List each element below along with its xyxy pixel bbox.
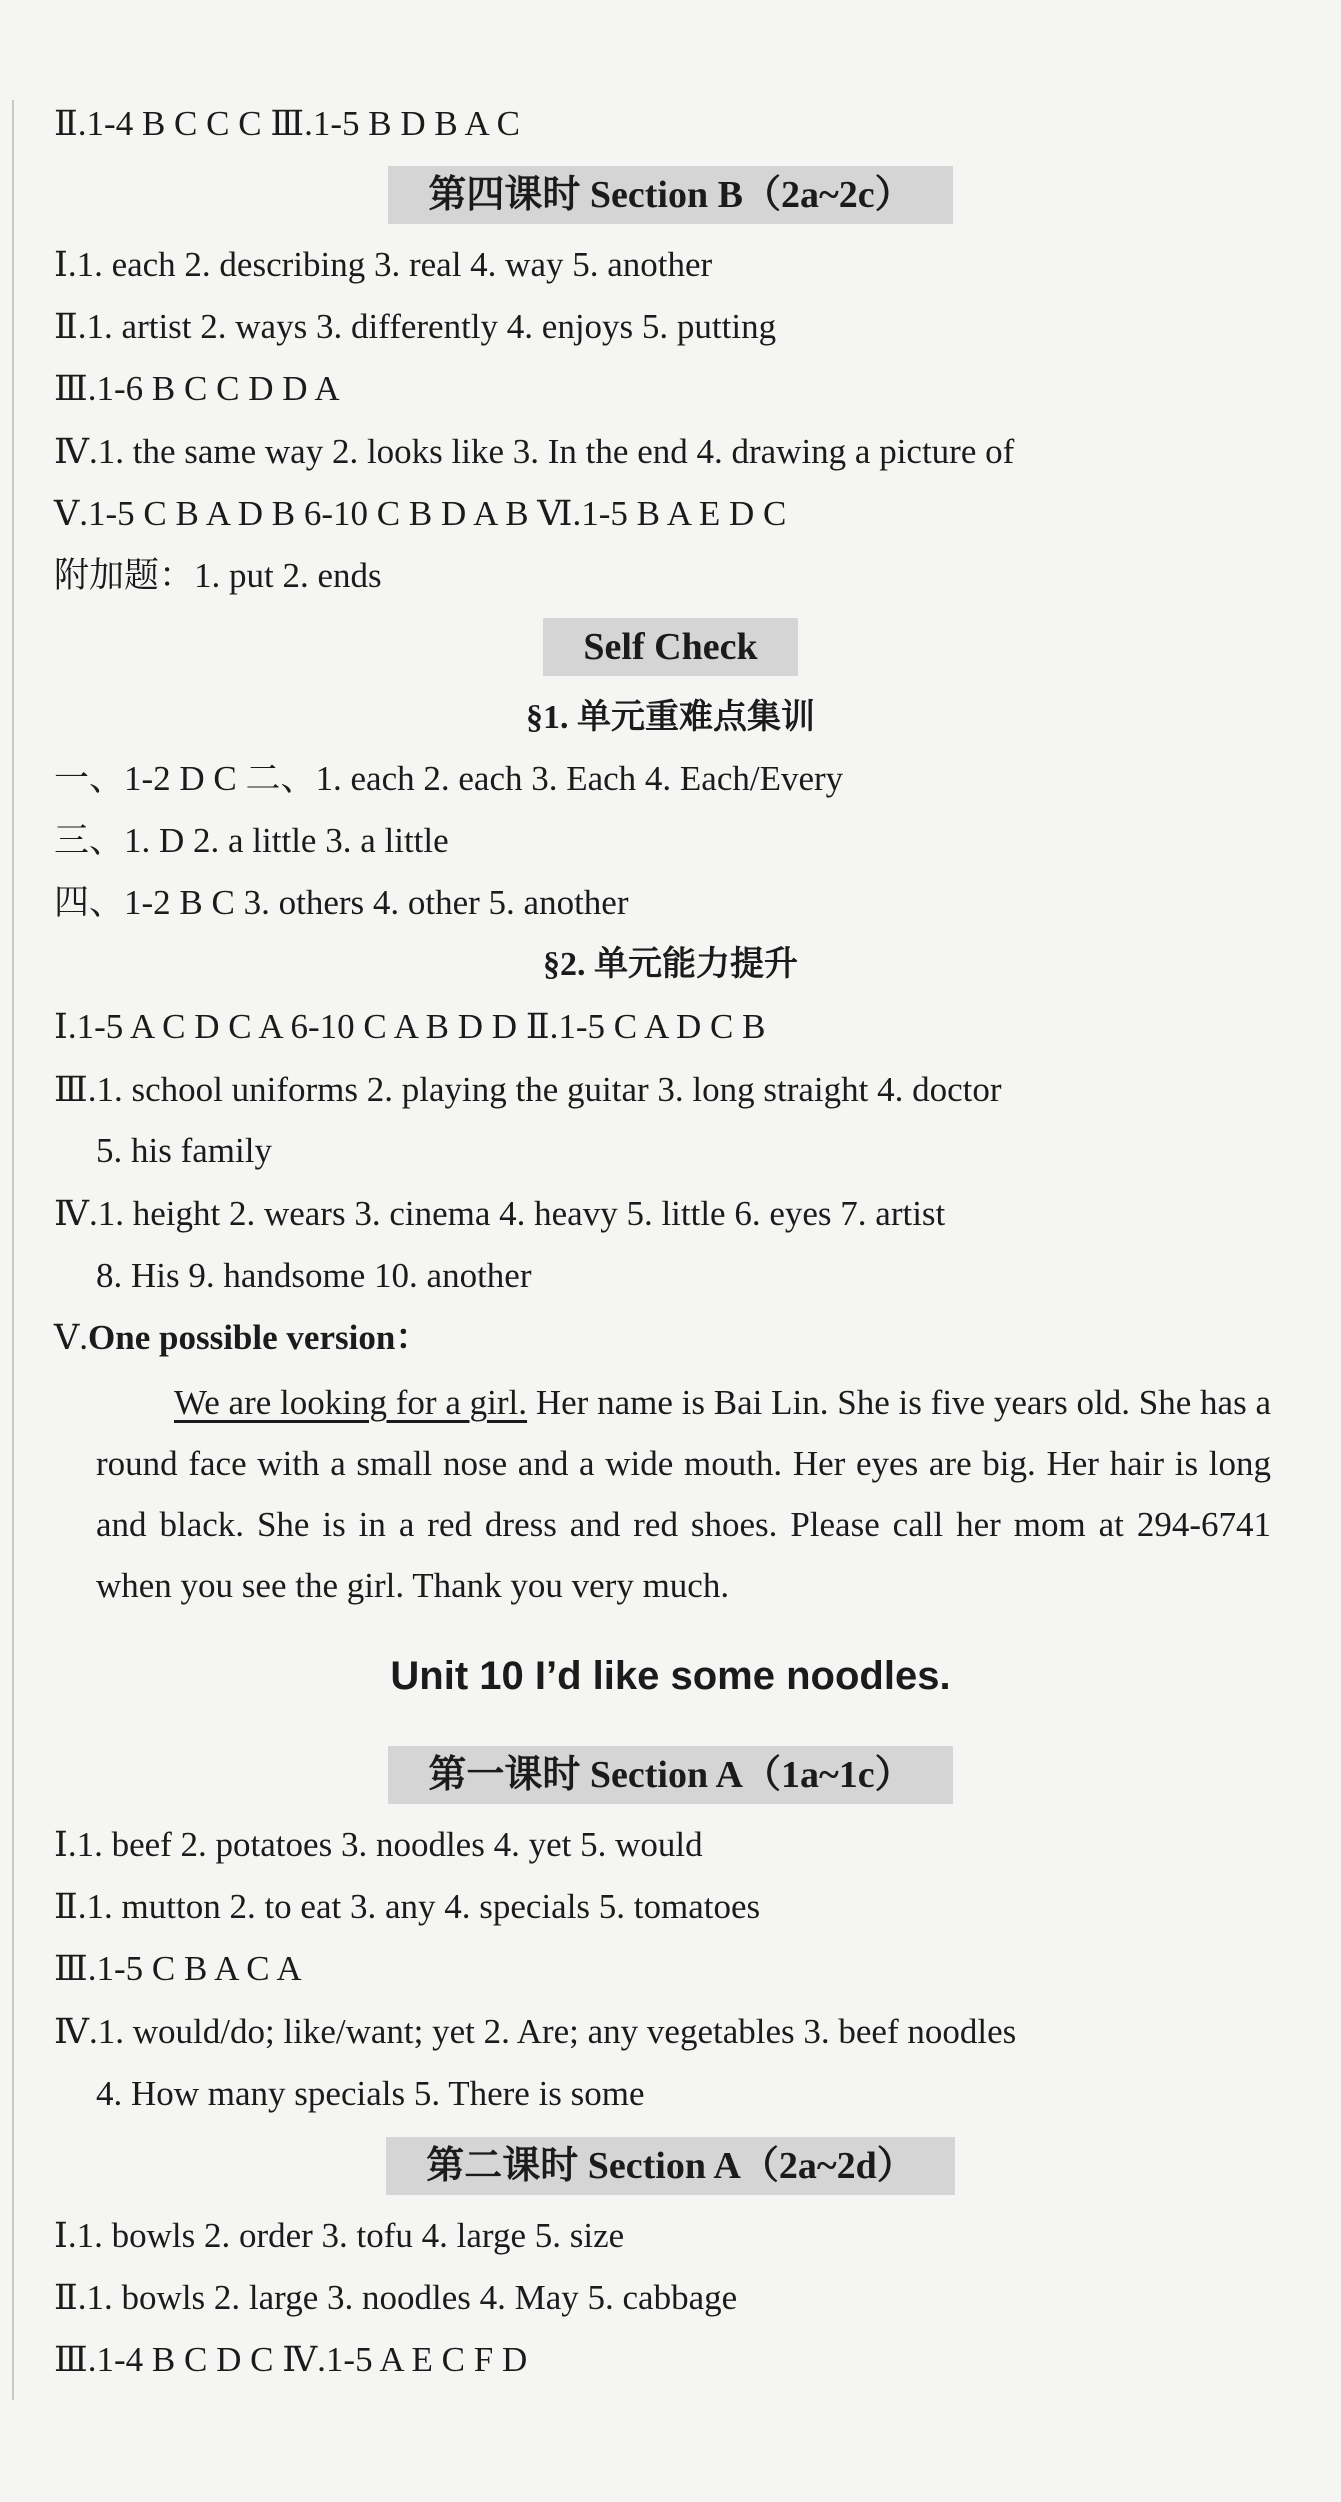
essay-underlined: We are looking for a girl. — [174, 1383, 528, 1422]
answer-line: Ⅰ.1. beef 2. potatoes 3. noodles 4. yet 5. would — [54, 1825, 703, 1864]
answer-line: 三、1. D 2. a little 3. a little — [54, 821, 449, 860]
subsection-heading: §2. 单元能力提升 — [543, 946, 798, 983]
lesson-heading — [0, 2137, 1341, 2195]
answer-line: Ⅰ.1-5 A C D C A 6-10 C A B D D Ⅱ.1-5 C A D C B — [54, 1007, 766, 1046]
section-heading-text: Self Check — [543, 618, 797, 676]
lesson-heading-text: 第一课时 Section A（1a~1c） — [388, 1746, 952, 1804]
answer-line — [54, 1316, 430, 1360]
answer-line: Ⅴ.1-5 C B A D B 6-10 C B D A B Ⅵ.1-5 B A E D C — [54, 494, 787, 533]
answer-line: Ⅰ.1. bowls 2. order 3. tofu 4. large 5. size — [54, 2216, 625, 2255]
answer-line: Ⅱ.1-4 B C C C Ⅲ.1-5 B D B A C — [54, 104, 520, 143]
answer-line: Ⅲ.1-4 B C D C Ⅳ.1-5 A E C F D — [54, 2340, 528, 2379]
section-heading — [0, 618, 1341, 676]
subsection-heading: §1. 单元重难点集训 — [526, 699, 815, 736]
answer-line: Ⅲ.1-6 B C C D D A — [54, 369, 340, 408]
answer-line: Ⅱ.1. mutton 2. to eat 3. any 4. specials 5. tomatoes — [54, 1887, 761, 1926]
lesson-heading-text: 第二课时 Section A（2a~2d） — [386, 2137, 954, 2195]
sample-essay — [96, 1372, 1271, 1616]
answer-line: Ⅳ.1. would/do; like/want; yet 2. Are; any vegetables 3. beef noodles — [54, 2012, 1017, 2051]
answer-line: Ⅳ.1. height 2. wears 3. cinema 4. heavy 5. little 6. eyes 7. artist — [54, 1194, 946, 1233]
answer-line: Ⅲ.1. school uniforms 2. playing the guitar 3. long straight 4. doctor — [54, 1070, 1002, 1109]
version-label: One possible version： — [88, 1318, 431, 1357]
lesson-heading — [0, 1746, 1341, 1804]
unit-title: Unit 10 I’d like some noodles. — [390, 1654, 951, 1698]
answer-line: 四、1-2 B C 3. others 4. other 5. another — [54, 883, 629, 922]
answer-line: 4. How many specials 5. There is some — [96, 2074, 645, 2113]
answer-line: 8. His 9. handsome 10. another — [96, 1256, 532, 1295]
answer-line: Ⅳ.1. the same way 2. looks like 3. In the end 4. drawing a picture of — [54, 432, 1015, 471]
left-margin-line — [12, 100, 14, 2400]
answer-line: 5. his family — [96, 1131, 272, 1170]
answer-line: Ⅱ.1. artist 2. ways 3. differently 4. enjoys 5. putting — [54, 307, 777, 346]
answer-line: Ⅰ.1. each 2. describing 3. real 4. way 5. another — [54, 245, 713, 284]
answer-line: Ⅲ.1-5 C B A C A — [54, 1949, 302, 1988]
answer-line: 附加题：1. put 2. ends — [54, 556, 382, 595]
answer-line: Ⅱ.1. bowls 2. large 3. noodles 4. May 5. cabbage — [54, 2278, 738, 2317]
lesson-heading-text: 第四课时 Section B（2a~2c） — [388, 166, 952, 224]
answer-line: 一、1-2 D C 二、1. each 2. each 3. Each 4. Each/Every — [54, 759, 844, 798]
item-number: Ⅴ. — [54, 1318, 89, 1357]
essay-body: Her name is Bai Lin. She is five years old. She has a round face with a small nose and a wide mouth. Her eyes are big. Her hair is long and black. She is in a red dress and red shoes. Please call her mom at 294-6741 when you see the girl. Thank you very much. — [96, 1383, 1271, 1605]
lesson-heading — [0, 166, 1341, 224]
